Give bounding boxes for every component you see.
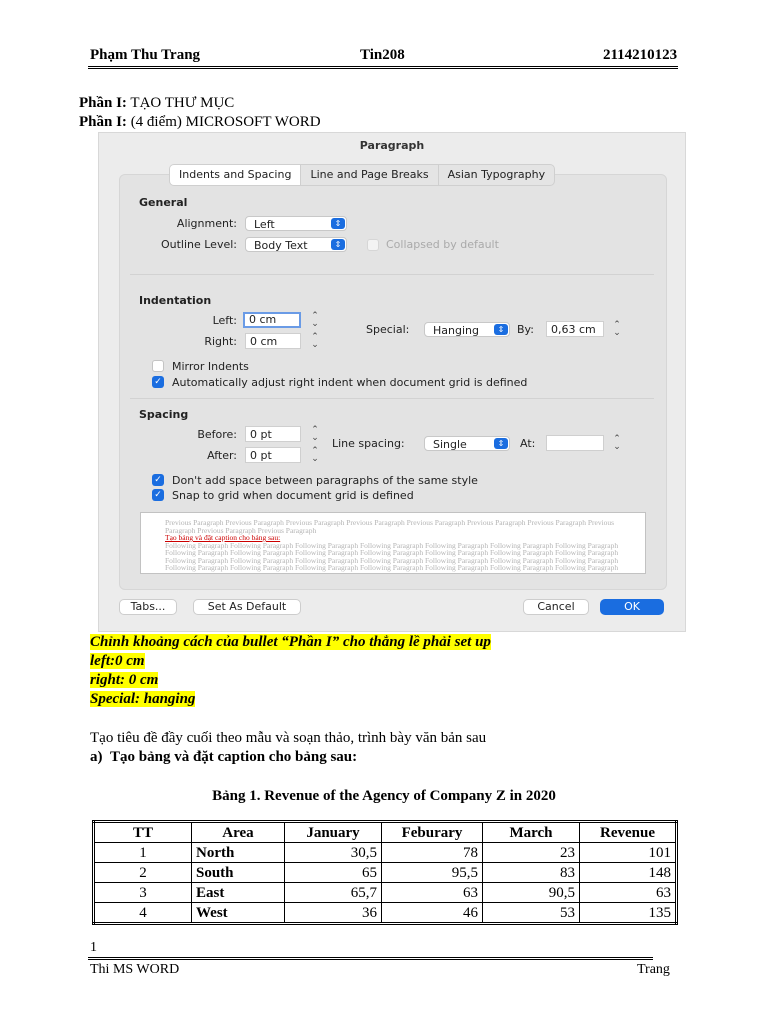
- cell-march: 53: [483, 903, 580, 924]
- header-rule-2: [88, 68, 678, 69]
- preview-following: Following Paragraph Following Paragraph Following Paragraph Following Paragraph Following Paragraph Following Paragraph Following Paragraph Following Paragraph Following Paragraph Following Paragraph Following Paragraph Following Paragraph Following Paragraph Following Paragraph Following Paragraph Following Paragraph Following Paragraph Following Paragraph Following Paragraph Following Paragraph Following Paragraph Following Paragraph Following Paragraph Following Paragraph Following Paragraph Following Paragraph Following Paragraph Following Paragraph: [165, 540, 619, 572]
- cancel-button[interactable]: Cancel: [523, 599, 589, 615]
- header-name: Phạm Thu Trang: [90, 47, 201, 63]
- general-heading: General: [139, 196, 188, 209]
- cell-february: 63: [382, 883, 483, 903]
- section-label: Phần I:: [79, 95, 127, 111]
- column-header: March: [483, 822, 580, 843]
- note-line: Special: hanging: [90, 691, 196, 707]
- mirror-indents-checkbox[interactable]: [152, 360, 164, 372]
- indent-right-input[interactable]: 0 cm: [245, 333, 301, 349]
- settings-panel: [119, 174, 667, 590]
- before-input[interactable]: 0 pt: [245, 426, 301, 442]
- cell-march: 23: [483, 843, 580, 863]
- mirror-indents-label: Mirror Indents: [172, 360, 249, 373]
- indent-left-stepper[interactable]: ⌃ ⌄: [311, 311, 319, 329]
- by-label: By:: [517, 323, 534, 336]
- indent-left-label: Left:: [212, 314, 237, 327]
- after-label: After:: [207, 449, 237, 462]
- dont-add-space-checkbox[interactable]: ✓: [152, 474, 164, 486]
- outline-level-value: Body Text: [254, 239, 308, 252]
- cell-revenue: 63: [580, 883, 677, 903]
- cell-march: 90,5: [483, 883, 580, 903]
- special-value: Hanging: [433, 324, 479, 337]
- cell-tt: 2: [94, 863, 192, 883]
- indent-right-stepper[interactable]: ⌃ ⌄: [311, 332, 319, 350]
- cell-february: 78: [382, 843, 483, 863]
- task-a-marker: a): [90, 749, 103, 765]
- before-label: Before:: [197, 428, 237, 441]
- auto-adjust-label: Automatically adjust right indent when document grid is defined: [172, 376, 528, 389]
- header-student-id: 2114210123: [603, 47, 678, 63]
- snap-to-grid-label: Snap to grid when document grid is defined: [172, 489, 414, 502]
- note-line: left:0 cm: [90, 653, 145, 669]
- table-row: [94, 863, 677, 883]
- chevron-updown-icon: ⇕: [331, 239, 345, 250]
- table-row: [94, 903, 677, 924]
- at-input[interactable]: [546, 435, 604, 451]
- instruction-text: Tạo tiêu đề đầy cuối theo mẫu và soạn thảo, trình bày văn bản sau: [90, 730, 487, 746]
- alignment-select[interactable]: [245, 216, 347, 231]
- line-spacing-label: Line spacing:: [332, 437, 405, 450]
- table-row: [94, 883, 677, 903]
- auto-adjust-checkbox[interactable]: ✓: [152, 376, 164, 388]
- preview-box: [140, 512, 646, 574]
- section-text: TẠO THƯ MỤC: [126, 95, 235, 111]
- alignment-value: Left: [254, 218, 275, 231]
- header-rule: [88, 66, 678, 67]
- cell-area: East: [192, 883, 285, 903]
- section-label: Phần I:: [79, 114, 127, 130]
- before-stepper[interactable]: ⌃ ⌄: [311, 425, 319, 443]
- ok-button[interactable]: OK: [600, 599, 664, 615]
- indent-left-input[interactable]: 0 cm: [243, 312, 301, 328]
- collapsed-label: Collapsed by default: [386, 238, 499, 251]
- chevron-updown-icon: ⇕: [494, 324, 508, 335]
- tab-asian-typography[interactable]: Asian Typography: [447, 168, 546, 181]
- cell-march: 83: [483, 863, 580, 883]
- cell-revenue: 148: [580, 863, 677, 883]
- column-header: Feburary: [382, 822, 483, 843]
- alignment-label: Alignment:: [176, 217, 237, 230]
- indentation-heading: Indentation: [139, 294, 212, 307]
- note-line: right: 0 cm: [90, 672, 159, 688]
- cell-january: 65: [285, 863, 382, 883]
- by-input[interactable]: 0,63 cm: [546, 321, 604, 337]
- footer-right: Trang: [637, 962, 670, 977]
- highlighted-note: [90, 633, 491, 709]
- section-heading-2: [79, 114, 321, 131]
- cell-february: 46: [382, 903, 483, 924]
- cell-area: West: [192, 903, 285, 924]
- cell-january: 30,5: [285, 843, 382, 863]
- preview-previous: Previous Paragraph Previous Paragraph Previous Paragraph Previous Paragraph Previous Paragraph Previous Paragraph Previous Paragraph Previous Paragraph Previous Paragraph Previous Paragraph: [165, 518, 615, 535]
- snap-to-grid-checkbox[interactable]: ✓: [152, 489, 164, 501]
- divider: [130, 398, 654, 399]
- outline-level-label: Outline Level:: [160, 238, 237, 251]
- cell-january: 65,7: [285, 883, 382, 903]
- cell-revenue: 101: [580, 843, 677, 863]
- indent-right-label: Right:: [204, 335, 237, 348]
- column-header: Area: [192, 822, 285, 843]
- tab-indents-spacing[interactable]: Indents and Spacing: [170, 165, 301, 185]
- page-number: 1: [90, 940, 97, 955]
- column-header: Revenue: [580, 822, 677, 843]
- line-spacing-select[interactable]: [424, 436, 510, 451]
- cell-january: 36: [285, 903, 382, 924]
- special-select[interactable]: [424, 322, 510, 337]
- set-as-default-button[interactable]: Set As Default: [193, 599, 301, 615]
- table-caption: Bảng 1. Revenue of the Agency of Company Z in 2020: [212, 788, 556, 804]
- at-stepper[interactable]: ⌃ ⌄: [613, 434, 621, 452]
- paragraph-dialog: [98, 132, 686, 632]
- chevron-updown-icon: ⇕: [494, 438, 508, 449]
- revenue-table: [92, 820, 678, 925]
- dialog-title: Paragraph: [359, 139, 425, 152]
- after-stepper[interactable]: ⌃ ⌄: [311, 446, 319, 464]
- footer-rule: [88, 957, 653, 958]
- spacing-heading: Spacing: [139, 408, 189, 421]
- tabs-button[interactable]: Tabs...: [119, 599, 177, 615]
- column-header: January: [285, 822, 382, 843]
- dont-add-space-label: Don't add space between paragraphs of the same style: [172, 474, 478, 487]
- table-header-row: [94, 822, 677, 843]
- line-spacing-value: Single: [433, 438, 467, 451]
- dialog-tabs: [169, 164, 555, 186]
- column-header: TT: [94, 822, 192, 843]
- cell-area: South: [192, 863, 285, 883]
- after-input[interactable]: 0 pt: [245, 447, 301, 463]
- by-stepper[interactable]: ⌃ ⌄: [613, 320, 621, 338]
- task-a-heading: [90, 749, 357, 766]
- at-label: At:: [520, 437, 536, 450]
- footer-left: Thi MS WORD: [90, 962, 180, 977]
- cell-tt: 3: [94, 883, 192, 903]
- outline-level-select[interactable]: [245, 237, 347, 252]
- task-a-text: Tạo bảng và đặt caption cho bảng sau:: [110, 749, 358, 765]
- cell-february: 95,5: [382, 863, 483, 883]
- cell-tt: 4: [94, 903, 192, 924]
- divider: [130, 274, 654, 275]
- cell-revenue: 135: [580, 903, 677, 924]
- tab-line-page-breaks[interactable]: Line and Page Breaks: [301, 165, 438, 185]
- preview-current: Tạo bảng và đặt caption cho bảng sau:: [165, 533, 281, 542]
- section-text: (4 điểm) MICROSOFT WORD: [126, 114, 321, 130]
- special-label: Special:: [366, 323, 410, 336]
- table-row: [94, 843, 677, 863]
- note-line: Chỉnh khoảng cách của bullet “Phần I” cho thẳng lề phải set up: [90, 634, 491, 650]
- cell-area: North: [192, 843, 285, 863]
- cell-tt: 1: [94, 843, 192, 863]
- collapsed-checkbox[interactable]: [367, 239, 379, 251]
- chevron-updown-icon: ⇕: [331, 218, 345, 229]
- footer-rule-2: [88, 959, 653, 960]
- header-course: Tin208: [360, 47, 405, 63]
- section-heading-1: [79, 95, 234, 112]
